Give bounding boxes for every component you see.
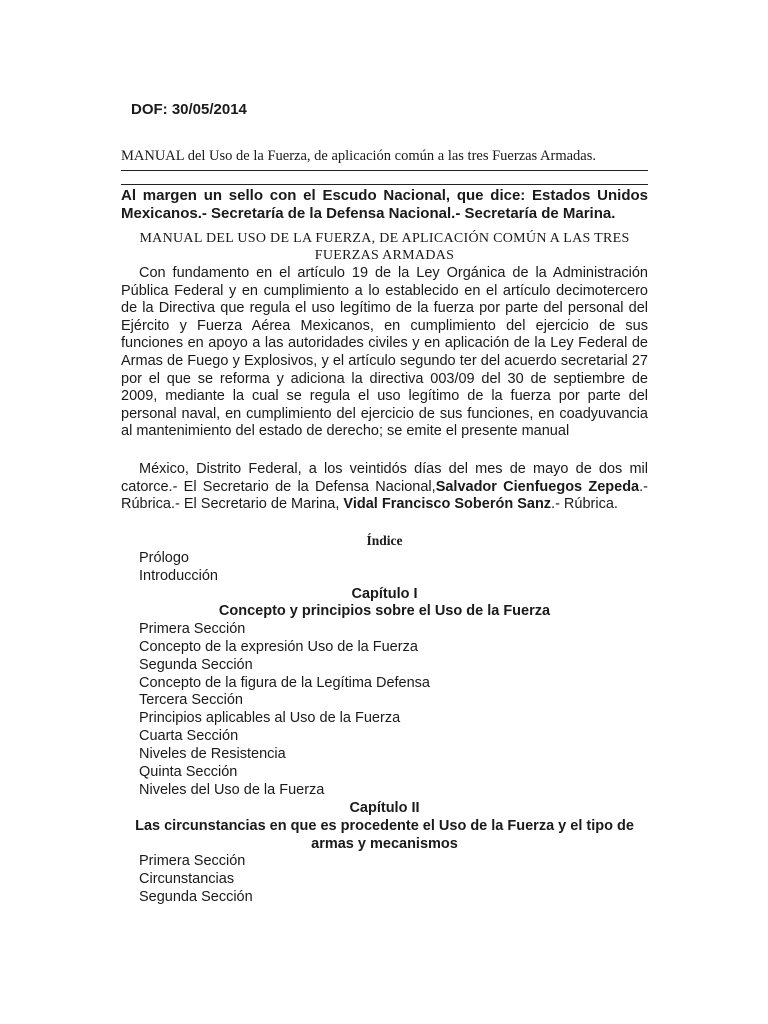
toc-item: Concepto de la figura de la Legítima Defensa xyxy=(139,675,430,691)
toc-item: Segunda Sección xyxy=(139,657,253,673)
fecha-text-3: .- Rúbrica. xyxy=(551,496,618,513)
capitulo-2-label: Capítulo II xyxy=(349,800,420,816)
fecha-text-2: .- Rúbrica.- El Secretario de Marina, xyxy=(121,478,648,513)
toc-item: Cuarta Sección xyxy=(139,728,239,744)
document-heading: MANUAL DEL USO DE LA FUERZA, DE APLICACIÓN COMÚN A LAS TRES FUERZAS ARMADAS xyxy=(139,231,630,263)
toc-item: Tercera Sección xyxy=(139,692,243,708)
indice-title: Índice xyxy=(366,533,403,548)
toc-item: Niveles de Resistencia xyxy=(139,746,286,762)
toc-item: Circunstancias xyxy=(139,871,235,887)
toc-item: Primera Sección xyxy=(139,621,246,637)
fecha-paragraph xyxy=(121,461,648,514)
fundamento-paragraph xyxy=(121,265,648,441)
margin-note: Al margen un sello con el Escudo Nacional, que dice: Estados Unidos Mexicanos.- Secretaría de la Defensa Nacional.- Secretaría de Marina. xyxy=(121,187,648,222)
toc-item: Segunda Sección xyxy=(139,889,253,905)
toc-item: Principios aplicables al Uso de la Fuerza xyxy=(139,710,401,726)
toc-item: Primera Sección xyxy=(139,853,246,869)
toc-item-introduccion: Introducción xyxy=(139,568,218,584)
fundamento-text: Con fundamento en el artículo 19 de la Ley Orgánica de la Administración Pública Federal y en cumplimiento a lo establecido en el artículo decimotercero de la Directiva que regula el uso legítimo de la fuerza por parte del personal del Ejército y Fuerza Aérea Mexicanos, en cumplimiento del ejercicio de sus funciones en apoyo a las autoridades civiles y en aplicación de la Ley Federal de Armas de Fuego y Explosivos, y el artículo segundo ter del acuerdo secretarial 27 por el que se reforma y adiciona la directiva 003/09 del 30 de septiembre de 2009, mediante la cual se regula el uso legítimo de la fuerza por parte del personal naval, en cumplimiento del ejercicio de sus funciones, en coadyuvancia al mantenimiento del estado de derecho; se emite el presente manual xyxy=(121,265,648,440)
capitulo-2-title: Las circunstancias en que es procedente el Uso de la Fuerza y el tipo de armas y mecanismos xyxy=(135,818,634,852)
capitulo-1-label: Capítulo I xyxy=(351,586,418,602)
signer-marina: Vidal Francisco Soberón Sanz xyxy=(343,496,552,513)
toc-item: Concepto de la expresión Uso de la Fuerza xyxy=(139,639,418,655)
capitulo-1-title: Concepto y principios sobre el Uso de la Fuerza xyxy=(218,603,551,619)
toc-item: Niveles del Uso de la Fuerza xyxy=(139,782,325,798)
dof-date: DOF: 30/05/2014 xyxy=(131,101,247,118)
section-divider xyxy=(121,184,648,185)
title-underline xyxy=(121,170,648,171)
signer-defensa: Salvador Cienfuegos Zepeda xyxy=(435,478,640,495)
toc-item-prologo: Prólogo xyxy=(139,550,189,566)
toc-item: Quinta Sección xyxy=(139,764,238,780)
manual-title: MANUAL del Uso de la Fuerza, de aplicación común a las tres Fuerzas Armadas. xyxy=(121,148,596,164)
fecha-text: México, Distrito Federal, a los veintidós días del mes de mayo de dos mil catorce.- El Secretario de la Defensa Nacional, xyxy=(121,461,648,495)
